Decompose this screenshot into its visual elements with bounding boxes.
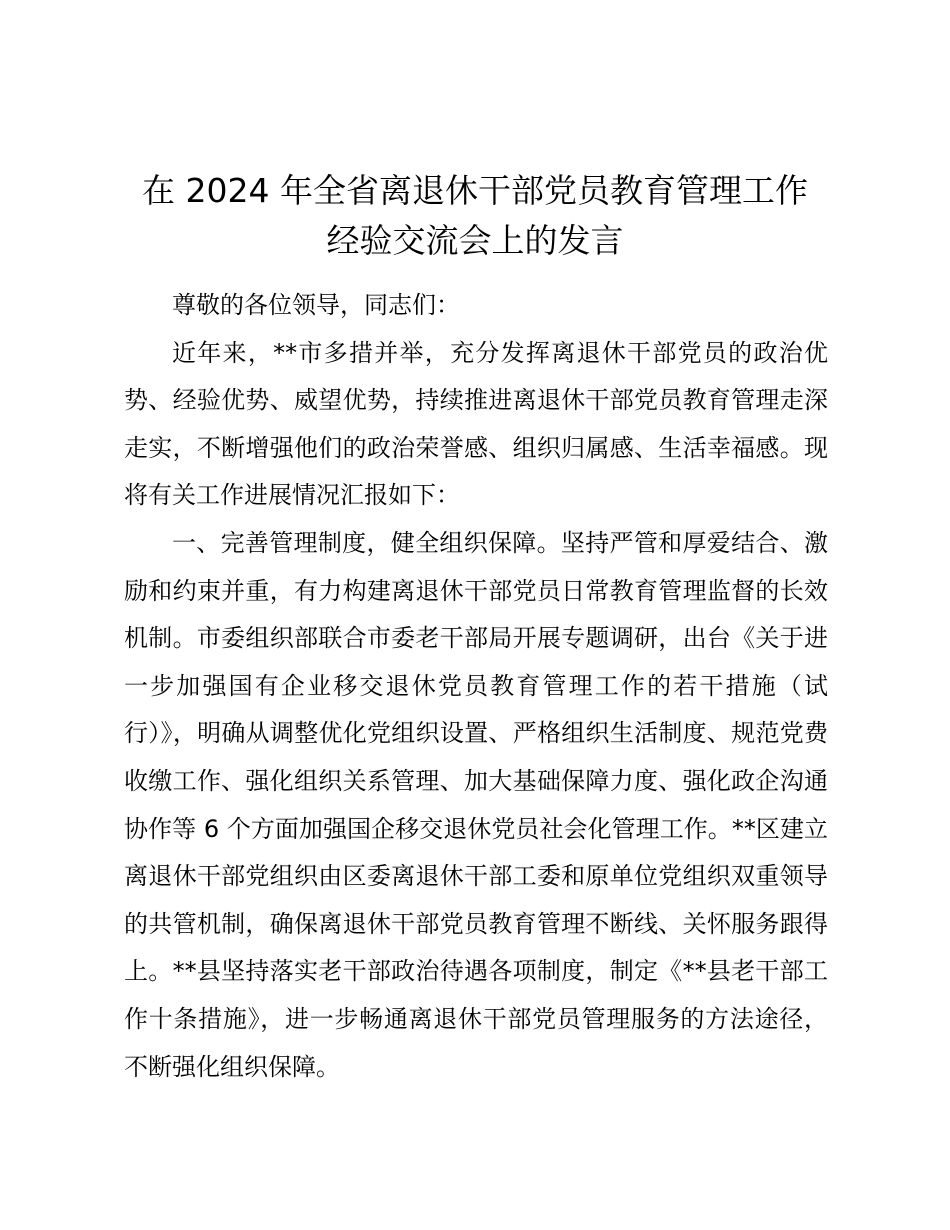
- paragraph-section-1: 一、完善管理制度，健全组织保障。坚持严管和厚爱结合、激励和约束并重，有力构建离退休干部党员日常教育管理监督的长效机制。市委组织部联合市委老干部局开展专题调研，出台《关于进一步加强国有企业移交退休党员教育管理工作的若干措施（试行）》，明确从调整优化党组织设置、严格组织生活制度、规范党费收缴工作、强化组织关系管理、加大基础保障力度、强化政企沟通协作等 6 个方面加强国企移交退休党员社会化管理工作。**区建立离退休干部党组织由区委离退休干部工委和原单位党组织双重领导的共管机制，确保离退休干部党员教育管理不断线、关怀服务跟得上。**县坚持落实老干部政治待遇各项制度，制定《**县老干部工作十条措施》，进一步畅通离退休干部党员管理服务的方法途径，不断强化组织保障。: [124, 528, 828, 1081]
- document-title-line-2: 经验交流会上的发言: [326, 221, 624, 260]
- paragraph-intro: 近年来，**市多措并举，充分发挥离退休干部党员的政治优势、经验优势、威望优势，持续推进离退休干部党员教育管理走深走实，不断增强他们的政治荣誉感、组织归属感、生活幸福感。现将有关工作进展情况汇报如下：: [124, 338, 828, 510]
- document-title-line-1: 在 2024 年全省离退休干部党员教育管理工作: [142, 171, 808, 210]
- document-body: [124, 282, 828, 1091]
- salutation: 尊敬的各位领导，同志们：: [172, 291, 460, 319]
